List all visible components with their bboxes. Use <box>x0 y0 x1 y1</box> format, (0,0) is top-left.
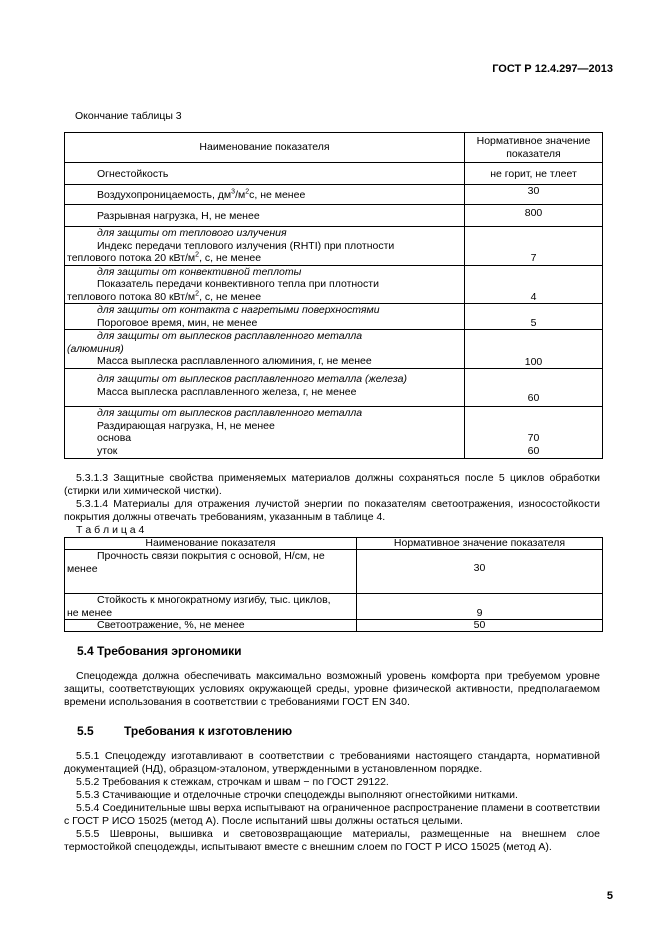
row-value: не горит, не тлеет <box>465 163 603 185</box>
row-value: 60 <box>465 369 603 407</box>
row-text: Раздирающая нагрузка, Н, не менее <box>97 419 275 432</box>
row-label <box>65 227 465 266</box>
table-3 <box>64 132 603 459</box>
table-row <box>65 205 603 227</box>
table-row <box>65 163 603 185</box>
page-number: 5 <box>606 890 613 902</box>
row-label <box>65 407 465 459</box>
table-header-row <box>65 133 603 163</box>
row-text: менее <box>67 562 98 575</box>
paragraph-5-3-1-3: 5.3.1.3 Защитные свойства применяемых материалов должны сохраняться после 5 циклов обработки (стирки или химической чистки). <box>64 472 600 498</box>
table-4 <box>64 537 603 632</box>
row-value: 30 <box>465 185 603 205</box>
row-text: Индекс передачи теплового излучения (RHTI) при плотности <box>97 239 395 252</box>
table-row <box>65 550 603 594</box>
section-5-4-heading: 5.4 Требования эргономики <box>77 644 242 658</box>
row-value <box>465 407 603 459</box>
row-value: 7 <box>465 227 603 266</box>
paragraph-5-3-1-4: 5.3.1.4 Материалы для отражения лучистой энергии по показателям светоотражения, износостойкости покрытия должны отвечать требованиям, указанным в таблице 4. <box>64 498 600 524</box>
row-value: 800 <box>465 205 603 227</box>
table4-caption: Т а б л и ц а 4 <box>76 524 145 536</box>
table-row <box>65 304 603 330</box>
paragraph-5-5-3: 5.5.3 Стачивающие и отделочные строчки спецодежды выполняют огнестойкими нитками. <box>76 789 518 801</box>
row-text: Масса выплеска расплавленного алюминия, г, не менее <box>97 355 372 367</box>
group-label: для защиты от контакта с нагретыми поверхностями <box>97 304 380 316</box>
section-5-5-heading: Требования к изготовлению <box>124 724 293 738</box>
table-row <box>65 265 603 304</box>
row-label: Огнестойкость <box>65 163 465 185</box>
table-row <box>65 185 603 205</box>
row-value: 30 <box>357 550 603 594</box>
paragraph-5-5-1: 5.5.1 Спецодежду изготавливают в соответствии с требованиями настоящего стандарта, нормативной документацией (НД), образцом-эталоном, утвержденными в установленном порядке. <box>64 750 600 776</box>
paragraph-5-5-5: 5.5.5 Шевроны, вышивка и световозвращающие материалы, размещенные на внешнем слое термостойкой спецодежды, испытывают вместе с внешним слоем по ГОСТ Р ИСО 15025 (метод А). <box>64 828 600 854</box>
row-value: 9 <box>357 594 603 620</box>
table-row <box>65 594 603 620</box>
section-5-4-text: Спецодежда должна обеспечивать максимально возможный уровень комфорта при требуемом уровне защиты, соответствующих условиях окружающей среды, уровне физической активности, предполагаемом времени использования в соответствии с требованиями ГОСТ EN 340. <box>64 670 600 709</box>
group-label: для защиты от выплесков расплавленного металла <box>97 330 363 342</box>
row-text: теплового потока 20 кВт/$м^2$, с, не менее <box>67 251 262 264</box>
row-label <box>65 304 465 330</box>
row-label <box>65 330 465 369</box>
group-label: (алюминия) <box>67 342 124 355</box>
section-5-5-number: 5.5 <box>77 724 94 738</box>
row-text: Масса выплеска расплавленного железа, г, не менее <box>97 385 357 398</box>
row-label: Светоотражение, %, не менее <box>65 620 357 632</box>
row-text: Показатель передачи конвективного тепла при плотности <box>97 278 379 290</box>
row-text: основа <box>97 432 132 444</box>
document-code: ГОСТ Р 12.4.297—2013 <box>492 63 613 75</box>
table-header-row <box>65 538 603 550</box>
row-text: уток <box>97 444 118 457</box>
row-label <box>65 265 465 304</box>
col-header-indicator: Наименование показателя <box>65 133 465 163</box>
group-label: для защиты от выплесков расплавленного металла <box>97 407 363 419</box>
table-row <box>65 407 603 459</box>
table-row <box>65 620 603 632</box>
row-text: теплового потока 80 кВт/$м^2$, с, не менее <box>67 290 262 303</box>
row-text: не менее <box>67 606 113 619</box>
row-value: 50 <box>357 620 603 632</box>
table-row <box>65 369 603 407</box>
row-text: Стойкость к многократному изгибу, тыс. циклов, <box>97 594 331 606</box>
row-value: 5 <box>465 304 603 330</box>
row-value: 4 <box>465 265 603 304</box>
paragraph-5-5-4: 5.5.4 Соединительные швы верха испытывают на ограниченное распространение пламени в соответствии с ГОСТ Р ИСО 15025 (метод А). После испытаний швы должны остаться целыми. <box>64 802 600 828</box>
group-label: для защиты от конвективной теплоты <box>97 265 302 278</box>
paragraph-5-5-2: 5.5.2 Требования к стежкам, строчкам и швам − по ГОСТ 29122. <box>76 776 389 788</box>
group-label: для защиты от выплесков расплавленного металла (железа) <box>97 373 407 385</box>
warp-value: 70 <box>527 432 540 444</box>
table3-caption: Окончание таблицы 3 <box>75 110 182 122</box>
row-label <box>65 369 465 407</box>
row-label <box>65 594 357 620</box>
row-label: Воздухопроницаемость, $дм^3/м^2с$, не менее <box>65 185 465 205</box>
col-header-norm: Нормативное значение показателя <box>465 133 603 163</box>
row-label <box>65 550 357 594</box>
row-text: Прочность связи покрытия с основой, Н/см, не <box>97 550 325 562</box>
col-header-indicator: Наименование показателя <box>65 538 357 550</box>
group-label: для защиты от теплового излучения <box>97 227 287 239</box>
row-text: Пороговое время, мин, не менее <box>97 316 258 329</box>
table-row <box>65 227 603 266</box>
row-value: 100 <box>465 330 603 369</box>
table-row <box>65 330 603 369</box>
col-header-norm: Нормативное значение показателя <box>357 538 603 550</box>
weft-value: 60 <box>527 444 540 457</box>
row-label: Разрывная нагрузка, Н, не менее <box>65 205 465 227</box>
